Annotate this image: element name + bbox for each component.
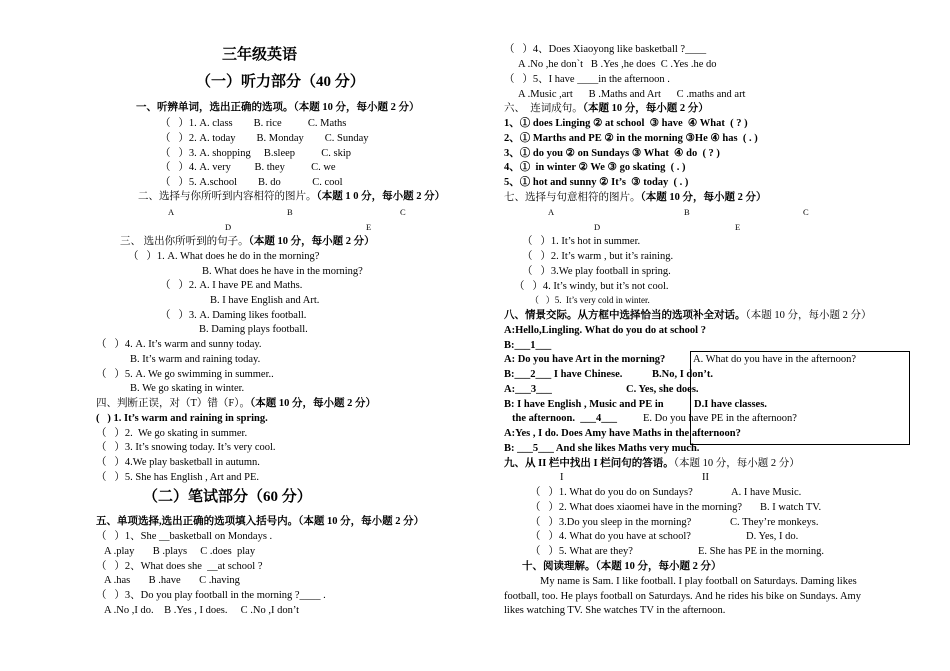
sec5-line-5: （ ）3、Do you play football in the morning ?____ . [96, 590, 326, 601]
sec5-line-9: （ ）5、I have ____in the afternoon . [504, 74, 670, 85]
sec9-a-2: B. I watch TV. [760, 502, 822, 513]
sec3-line-10: B. We go skating in winter. [130, 383, 245, 394]
section-10-heading [522, 560, 722, 573]
sec3-line-4: B. I have English and Art. [210, 295, 320, 306]
sec7-label-c: C [803, 207, 809, 217]
sec9-col-i: I [560, 472, 564, 483]
box-option-b: B.No, I don’t. [652, 369, 713, 380]
section-4-heading-text: 四、判断正误，对（T）错（F）。 [96, 398, 251, 409]
sec9-q-5: （ ）5. What are they? [530, 546, 633, 557]
sec5-line-3: （ ）2、What does she __at school ? [96, 561, 263, 572]
box-option-c: C. Yes, she does. [626, 384, 699, 395]
sec9-a-4: D. Yes, I do. [746, 531, 799, 542]
sec3-line-8: B. It’s warm and raining today. [130, 354, 261, 365]
section-3-heading-text: 三、 选出你所听到的句子。 [120, 236, 249, 247]
sec8-line-8: A:Yes , I do. Does Amy have Maths in the afternoon? [504, 428, 741, 439]
sec3-line-1: （ ）1. A. What does he do in the morning? [128, 251, 320, 262]
sec3-line-6: B. Daming plays football. [199, 324, 308, 335]
sec6-item-2: 2、① Marths and PE ② in the morning ③He ④ has ( . ) [504, 133, 758, 144]
sec5-line-1: （ ）1、She __basketball on Mondays . [96, 531, 273, 542]
sec9-q-4: （ ）4. What do you have at school? [530, 531, 691, 542]
sec2-label-a: A [168, 207, 175, 217]
sec3-line-2: B. What does he have in the morning? [202, 266, 363, 277]
section-2-heading-text: 二、选择与你所听到内容相符的图片。 [138, 191, 317, 202]
section-2-heading [138, 190, 445, 203]
sec9-q-2: （ ）2. What does xiaomei have in the morning? [530, 502, 742, 513]
sec7-item-3: （ ）3.We play football in spring. [522, 266, 671, 277]
sec1-item-3: （ ）3. A. shopping B.sleep C. skip [160, 148, 352, 159]
sec2-label-c: C [400, 207, 406, 217]
section-9-heading-text: 九、从 II 栏中找出 I 栏问句的答语。 [504, 458, 674, 469]
sec4-item-2: （ ）2. We go skating in summer. [96, 428, 248, 439]
sec5-line-7: （ ）4、Does Xiaoyong like basketball ?____ [504, 44, 707, 55]
section-7-heading [504, 191, 767, 204]
sec6-item-1: 1、① does Linging ② at school ③ have ④ What ( ? ) [504, 118, 748, 129]
sec7-item-1: （ ）1. It’s hot in summer. [522, 236, 641, 247]
reading-para-line-3: likes watching TV. She watches TV in the afternoon. [504, 605, 726, 616]
sec2-label-b: B [287, 207, 293, 217]
sec6-item-3: 3、① do you ② on Sundays ③ What ④ do ( ? ) [504, 148, 720, 159]
sec9-a-1: A. I have Music. [731, 487, 802, 498]
sec2-label-d: D [225, 222, 232, 232]
section-8-heading [504, 309, 872, 322]
sec9-a-3: C. They’re monkeys. [730, 517, 819, 528]
sec9-col-ii: II [702, 472, 709, 483]
sec3-line-7: （ ）4. A. It’s warm and sunny today. [96, 339, 262, 350]
section-10-heading-text: 十、阅读理解。 [522, 561, 596, 572]
sec1-item-5: （ ）5. A.school B. do C. cool [160, 177, 343, 188]
section-9-heading [504, 457, 800, 470]
sec5-line-2: A .play B .plays C .does play [104, 546, 256, 557]
section-10-heading-score: （本题 10 分，每小题 2 分） [595, 561, 722, 572]
listening-part-title: （一）听力部分（40 分） [196, 74, 365, 90]
sec4-item-5: （ ）5. She has English , Art and PE. [96, 472, 260, 483]
sec4-item-4: （ ）4.We play basketball in autumn. [96, 457, 260, 468]
sec7-label-b: B [684, 207, 690, 217]
sec1-item-2: （ ）2. A. today B. Monday C. Sunday [160, 133, 369, 144]
sec7-item-5: （ ）5. It’s very cold in winter. [530, 295, 650, 305]
sec6-item-4: 4、① in winter ② We ③ go skating ( . ) [504, 162, 686, 173]
sec3-line-5: （ ）3. A. Daming likes football. [160, 310, 307, 321]
box-option-d: D.I have classes. [694, 399, 767, 410]
section-5-heading: 五、单项选择,选出正确的选项填入括号内。（本题 10 分，每小题 2 分） [96, 516, 425, 527]
sec5-line-8: A .No ,he don`t B .Yes ,he does C .Yes .he do [518, 59, 717, 70]
box-option-a: A. What do you have in the afternoon? [693, 354, 857, 365]
section-6-heading-text: 六、 连词成句。 [504, 103, 583, 114]
section-6-heading-score: （本题 10 分，每小题 2 分） [582, 103, 709, 114]
page-title: 三年级英语 [222, 47, 298, 63]
sec8-line-2: B:___1___ [504, 340, 552, 351]
sec5-line-4: A .has B .have C .having [104, 575, 240, 586]
section-8-heading-text: 八、情景交际。从方框中选择恰当的选项补全对话。 [504, 310, 746, 321]
section-1-heading: 一、听辨单词，选出正确的选项。（本题 10 分，每小题 2 分） [136, 102, 420, 113]
sec2-label-e: E [366, 222, 372, 232]
sec4-item-3: （ ）3. It’s snowing today. It’s very cool. [96, 442, 276, 453]
sec8-line-4: B:___2___ I have Chinese. [504, 369, 623, 380]
writing-part-title: （二）笔试部分（60 分） [143, 489, 312, 505]
reading-para-line-1: My name is Sam. I like football. I play football on Saturdays. Daming likes [540, 576, 857, 587]
section-8-heading-score: （本题 10 分，每小题 2 分） [745, 310, 872, 321]
sec6-item-5: 5、① hot and sunny ② It’s ③ today ( . ) [504, 177, 689, 188]
sec8-line-5: A:___3___ [504, 384, 552, 395]
sec8-line-7: the afternoon. ___4___ [512, 413, 617, 424]
box-option-e: E. Do you have PE in the afternoon? [643, 413, 797, 424]
reading-para-line-2: football, too. He plays football on Saturdays. And he rides his bike on Sundays. Amy [504, 591, 861, 602]
sec1-item-4: （ ）4. A. very B. they C. we [160, 162, 336, 173]
section-4-heading-score: （本题 10 分，每小题 2 分） [250, 398, 377, 409]
sec8-line-1: A:Hello,Lingling. What do you do at school ? [504, 325, 706, 336]
sec7-label-e: E [735, 222, 741, 232]
sec7-label-a: A [548, 207, 555, 217]
sec1-item-1: （ ）1. A. class B. rice C. Maths [160, 118, 347, 129]
sec8-line-6: B: I have English , Music and PE in [504, 399, 664, 410]
section-7-heading-score: （本题 10 分，每小题 2 分） [640, 192, 767, 203]
sec8-line-9: B: ___5___ And she likes Maths very much. [504, 443, 700, 454]
section-9-heading-score: （本题 10 分，每小题 2 分） [673, 458, 800, 469]
sec8-line-3: A: Do you have Art in the morning? [504, 354, 666, 365]
sec7-item-4: （ ）4. It’s windy, but it’s not cool. [514, 281, 669, 292]
sec7-item-2: （ ）2. It’s warm , but it’s raining. [522, 251, 674, 262]
section-3-heading-score: （本题 10 分，每小题 2 分） [248, 236, 375, 247]
section-3-heading [120, 235, 375, 248]
sec3-line-3: （ ）2. A. I have PE and Maths. [160, 280, 303, 291]
sec5-line-10: A .Music ,art B .Maths and Art C .maths and art [518, 89, 746, 100]
section-6-heading [504, 102, 709, 115]
sec5-line-6: A .No ,I do. B .Yes , I does. C .No ,I don’t [104, 605, 300, 616]
sec4-item-1: ( ) 1. It’s warm and raining in spring. [96, 413, 268, 424]
section-7-heading-text: 七、选择与句意相符的图片。 [504, 192, 641, 203]
sec9-a-5: E. She has PE in the morning. [698, 546, 824, 557]
sec7-label-d: D [594, 222, 601, 232]
section-2-heading-score: （本题 1 0 分，每小题 2 分） [316, 191, 446, 202]
sec9-q-3: （ ）3.Do you sleep in the morning? [530, 517, 692, 528]
section-4-heading [96, 397, 376, 410]
sec9-q-1: （ ）1. What do you do on Sundays? [530, 487, 693, 498]
sec3-line-9: （ ）5. A. We go swimming in summer.. [96, 369, 274, 380]
